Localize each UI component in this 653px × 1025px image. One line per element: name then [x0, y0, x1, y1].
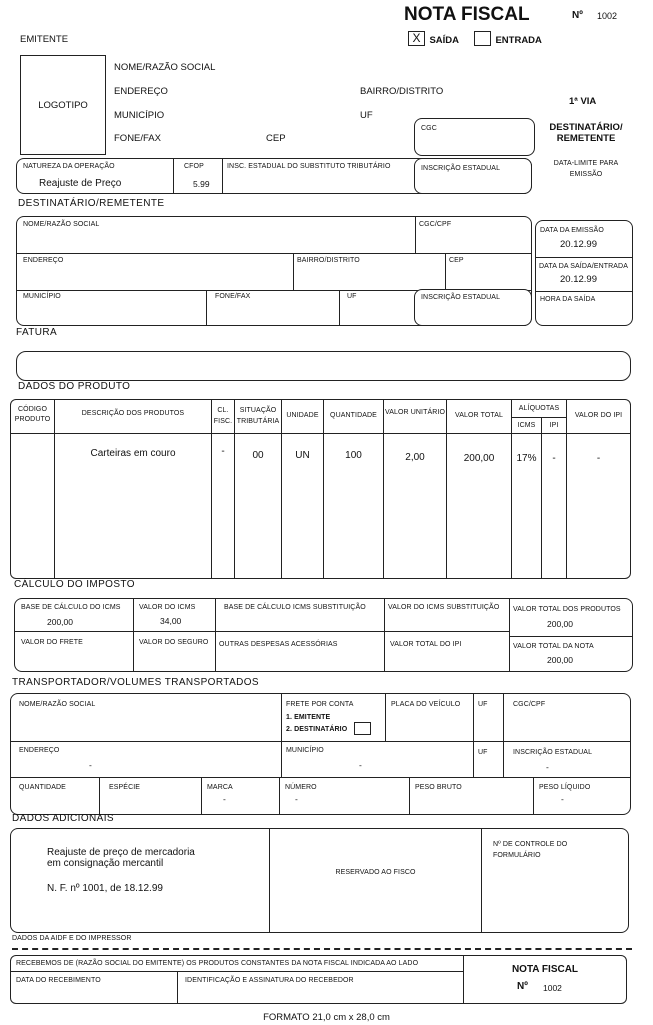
info-line-1[interactable]: Reajuste de preço de mercadoria: [47, 847, 195, 858]
transp-uf-label: UF: [478, 701, 488, 708]
fatura-box[interactable]: [16, 351, 631, 381]
row-descricao[interactable]: Carteiras em couro: [90, 448, 176, 459]
col-quantidade: QUANTIDADE: [330, 412, 377, 419]
outras-despesas-label: OUTRAS DESPESAS ACESSÓRIAS: [219, 641, 338, 648]
transp-cgc-label: CGC/CPF: [513, 701, 546, 708]
numero-value[interactable]: -: [295, 794, 298, 804]
dest-uf-label: UF: [347, 293, 357, 300]
col-aliquotas: ALÍQUOTAS: [518, 405, 560, 412]
quantidade-label: QUANTIDADE: [19, 784, 66, 791]
insc-substituto-label: INSC. ESTADUAL DO SUBSTITUTO TRIBUTÁRIO: [227, 163, 391, 170]
col-icms: ICMS: [517, 422, 536, 429]
section-transportador: TRANSPORTADOR/VOLUMES TRANSPORTADOS: [12, 677, 260, 688]
row-valor-total[interactable]: 200,00: [463, 453, 495, 464]
frete-conta-label: FRETE POR CONTA: [286, 701, 354, 708]
data-saida-label: DATA DA SAÍDA/ENTRADA: [539, 263, 628, 270]
data-emissao-label: DATA DA EMISSÃO: [540, 227, 604, 234]
data-limite-label: DATA-LIMITE PARA EMISSÃO: [553, 160, 619, 178]
row-valor-unitario[interactable]: 2,00: [405, 452, 425, 463]
datas-box: [535, 220, 633, 326]
data-saida-value[interactable]: 20.12.99: [560, 274, 597, 285]
transp-endereco-label: ENDEREÇO: [19, 747, 60, 754]
emitente-fone-label: FONE/FAX: [114, 133, 161, 144]
emitente-bairro-label: BAIRRO/DISTRITO: [360, 86, 444, 97]
peso-bruto-label: PESO BRUTO: [415, 784, 462, 791]
section-fatura: FATURA: [16, 327, 58, 338]
base-icms-label: BASE DE CÁLCULO DO ICMS: [21, 604, 121, 611]
row-cl-fisc[interactable]: -: [221, 446, 225, 457]
placa-label: PLACA DO VEÍCULO: [391, 701, 461, 708]
dest-municipio-label: MUNICÍPIO: [23, 293, 61, 300]
seguro-label: VALOR DO SEGURO: [139, 639, 209, 646]
transp-nome-label: NOME/RAZÃO SOCIAL: [19, 701, 96, 708]
valor-icms-label: VALOR DO ICMS: [139, 604, 196, 611]
row-ipi[interactable]: -: [552, 453, 556, 464]
frete-destinatario: 2. DESTINATÁRIO: [286, 726, 348, 733]
saida-checkbox[interactable]: X: [408, 31, 425, 46]
base-icms-value[interactable]: 200,00: [47, 617, 73, 627]
number-label: Nº: [572, 10, 583, 21]
row-icms[interactable]: 17%: [516, 453, 537, 464]
col-valor-total: VALOR TOTAL: [454, 412, 504, 419]
destinatario-remetente-label: DESTINATÁRIO/ REMETENTE: [549, 122, 623, 144]
aidf-label: DADOS DA AIDF E DO IMPRESSOR: [12, 935, 132, 942]
produto-table: [10, 399, 631, 579]
numero-label: NÚMERO: [285, 784, 317, 791]
dest-bairro-label: BAIRRO/DISTRITO: [297, 257, 360, 264]
operacao-insc-estadual-label: INSCRIÇÃO ESTADUAL: [421, 165, 501, 172]
entrada-checkbox[interactable]: [474, 31, 491, 46]
transp-municipio-value[interactable]: -: [359, 760, 362, 770]
row-unidade[interactable]: UN: [295, 450, 310, 461]
transp-insc-value[interactable]: -: [546, 762, 549, 772]
canhoto-box: [10, 955, 627, 1004]
form-title: NOTA FISCAL: [404, 4, 530, 25]
col-ipi: IPI: [549, 422, 559, 429]
marca-label: MARCA: [207, 784, 233, 791]
section-adicionais: DADOS ADICIONAIS: [12, 813, 114, 824]
base-subst-label: BASE DE CÁLCULO ICMS SUBSTITUIÇÃO: [224, 604, 366, 611]
col-unidade: UNIDADE: [286, 412, 319, 419]
logo-placeholder: LOGOTIPO: [38, 100, 88, 111]
canhoto-number: 1002: [543, 983, 562, 993]
entrada-label: ENTRADA: [495, 35, 542, 46]
transp-municipio-label: MUNICÍPIO: [286, 747, 324, 754]
transp-endereco-value[interactable]: -: [89, 760, 92, 770]
total-ipi-label: VALOR TOTAL DO IPI: [390, 641, 462, 648]
peso-liquido-value[interactable]: -: [561, 794, 564, 804]
dest-insc-label: INSCRIÇÃO ESTADUAL: [421, 294, 501, 301]
total-produtos-label: VALOR TOTAL DOS PRODUTOS: [513, 606, 621, 613]
entrada-option[interactable]: [474, 30, 542, 48]
emitente-uf-label: UF: [360, 110, 373, 121]
reservado-fisco: RESERVADO AO FISCO: [335, 869, 416, 876]
cfop-value[interactable]: 5.99: [193, 179, 210, 189]
emitente-label: EMITENTE: [20, 34, 69, 45]
marca-value[interactable]: -: [223, 794, 226, 804]
emitente-nome-label: NOME/RAZÃO SOCIAL: [114, 62, 216, 73]
controle-formulario: Nº DE CONTROLE DO FORMULÁRIO: [493, 841, 568, 859]
transp-uf2-label: UF: [478, 749, 488, 756]
recebemos-text: RECEBEMOS DE (RAZÃO SOCIAL DO EMITENTE) OS PRODUTOS CONSTANTES DA NOTA FISCAL INDICADA AO LADO: [16, 960, 419, 967]
dest-nome-label: NOME/RAZÃO SOCIAL: [23, 221, 100, 228]
natureza-value[interactable]: Reajuste de Preço: [39, 178, 122, 189]
info-line-2[interactable]: em consignação mercantil: [47, 858, 164, 869]
saida-option[interactable]: [408, 30, 459, 48]
dest-endereco-label: ENDEREÇO: [23, 257, 64, 264]
via-label: 1ª VIA: [569, 96, 597, 107]
dest-cgc-label: CGC/CPF: [419, 221, 452, 228]
emitente-municipio-label: MUNICÍPIO: [114, 110, 165, 121]
dest-fone-label: FONE/FAX: [215, 293, 251, 300]
canhoto-title: NOTA FISCAL: [511, 964, 579, 975]
frete-emitente: 1. EMITENTE: [286, 714, 331, 721]
canhoto-number-label: Nº: [517, 981, 528, 992]
section-destinatario: DESTINATÁRIO/REMETENTE: [18, 198, 165, 209]
transp-insc-label: INSCRIÇÃO ESTADUAL: [513, 749, 593, 756]
section-produto: DADOS DO PRODUTO: [18, 381, 131, 392]
logo-box: [20, 55, 106, 155]
data-emissao-value[interactable]: 20.12.99: [560, 239, 597, 250]
dest-insc-field[interactable]: [414, 289, 532, 326]
frete-label: VALOR DO FRETE: [21, 639, 83, 646]
info-line-3[interactable]: N. F. nº 1001, de 18.12.99: [47, 883, 163, 894]
total-nota-value[interactable]: 200,00: [547, 655, 573, 665]
identificacao-label: IDENTIFICAÇÃO E ASSINATURA DO RECEBEDOR: [185, 977, 354, 984]
cut-line: [12, 948, 632, 950]
emitente-cep-label: CEP: [266, 133, 286, 144]
natureza-label: NATUREZA DA OPERAÇÃO: [23, 163, 115, 170]
row-valor-ipi[interactable]: -: [596, 453, 601, 464]
emitente-endereco-label: ENDEREÇO: [114, 86, 168, 97]
saida-label: SAÍDA: [429, 35, 460, 46]
col-situacao: SITUAÇÃO TRIBUTÁRIA: [236, 407, 280, 425]
operacao-insc-estadual-field[interactable]: [414, 158, 532, 194]
total-nota-label: VALOR TOTAL DA NOTA: [513, 643, 594, 650]
form-number: 1002: [597, 11, 618, 21]
cgc-field[interactable]: [414, 118, 535, 156]
cgc-label: CGC: [421, 125, 437, 132]
row-situacao[interactable]: 00: [252, 450, 264, 461]
col-descricao: DESCRIÇÃO DOS PRODUTOS: [81, 410, 185, 417]
dest-cep-label: CEP: [449, 257, 464, 264]
hora-saida-label: HORA DA SAÍDA: [540, 296, 596, 303]
frete-option-box[interactable]: [354, 722, 371, 735]
col-valor-ipi: VALOR DO IPI: [574, 412, 623, 419]
valor-icms-value[interactable]: 34,00: [160, 616, 182, 626]
col-cl-fisc: CL. FISC.: [213, 407, 233, 425]
adicionais-box: [10, 828, 629, 933]
row-quantidade[interactable]: 100: [345, 450, 362, 461]
peso-liquido-label: PESO LÍQUIDO: [539, 784, 591, 791]
cfop-label: CFOP: [184, 163, 204, 170]
valor-subst-label: VALOR DO ICMS SUBSTITUIÇÃO: [388, 604, 500, 611]
data-recebimento-label: DATA DO RECEBIMENTO: [16, 977, 101, 984]
col-codigo: CÓDIGO PRODUTO: [14, 406, 51, 423]
especie-label: ESPÉCIE: [109, 784, 141, 791]
col-valor-unitario: VALOR UNITÁRIO: [384, 409, 445, 416]
imposto-box: [14, 598, 633, 672]
transportador-box: [10, 693, 631, 815]
section-imposto: CÁLCULO DO IMPOSTO: [14, 579, 135, 590]
format-note: FORMATO 21,0 cm x 28,0 cm: [263, 1012, 390, 1023]
total-produtos-value[interactable]: 200,00: [547, 619, 573, 629]
